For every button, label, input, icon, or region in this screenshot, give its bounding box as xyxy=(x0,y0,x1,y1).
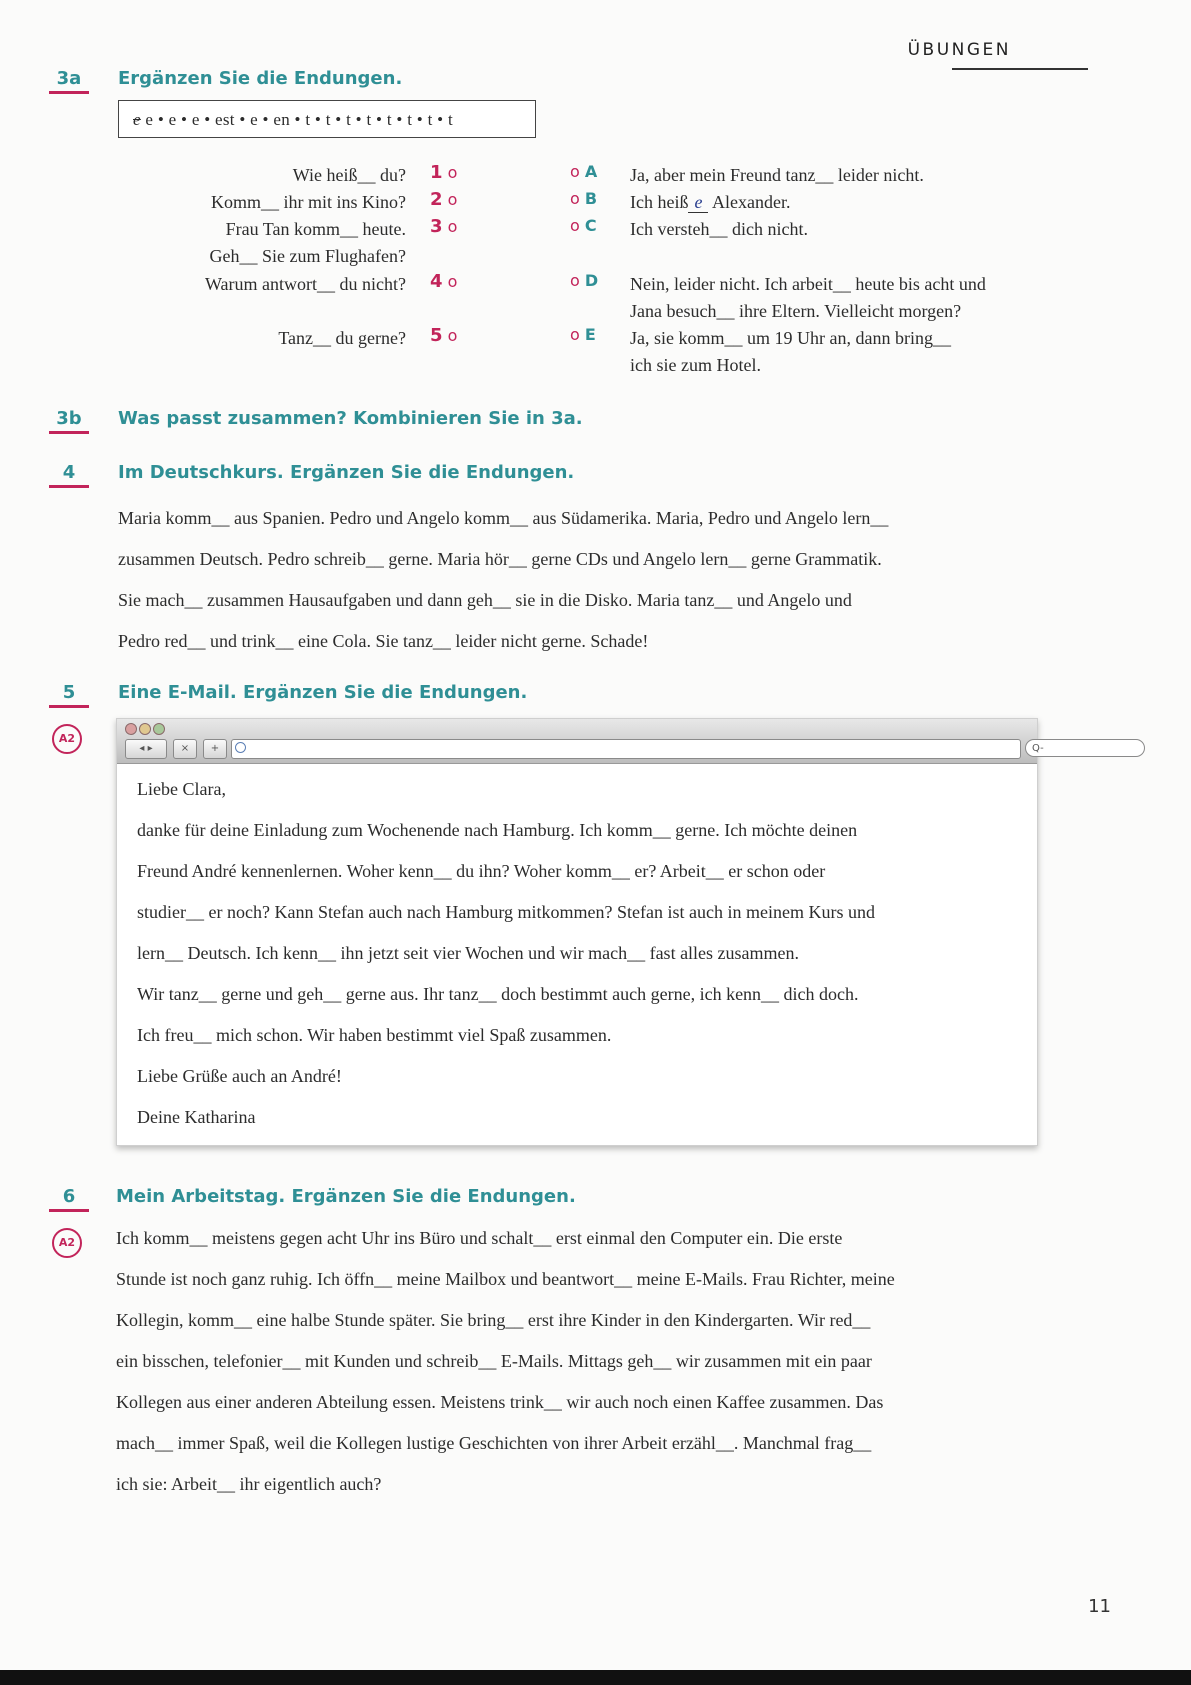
answer-circle-icon: o xyxy=(570,271,580,290)
question-marker-2[interactable] xyxy=(430,189,457,210)
exercise-number-5 xyxy=(34,682,104,708)
text-line: Pedro red__ und trink__ eine Cola. Sie tanz__ leider nicht gerne. Schade! xyxy=(118,631,649,651)
question-number: 1 xyxy=(430,162,443,183)
endings-list: e • e • e • est • e • en • t • t • t • t • t • t • t • t xyxy=(145,110,453,129)
endings-box xyxy=(118,100,536,138)
question-marker-4[interactable] xyxy=(430,271,457,292)
exercise-number-text: 5 xyxy=(62,682,76,703)
email-line: Wir tanz__ gerne und geh__ gerne aus. Ihr tanz__ doch bestimmt auch gerne, ich kenn__ dich doch. xyxy=(137,984,859,1004)
email-line: Ich freu__ mich schon. Wir haben bestimmt viel Spaß zusammen. xyxy=(137,1025,612,1045)
answer-circle-icon: o xyxy=(570,325,580,344)
answer-b-before: Ich heiß xyxy=(630,192,689,212)
email-line: Liebe Grüße auch an André! xyxy=(137,1066,342,1086)
answer-circle-icon: o xyxy=(447,163,458,182)
answer-circle-icon: o xyxy=(570,189,580,208)
email-line: Freund André kennenlernen. Woher kenn__ du ihn? Woher komm__ er? Arbeit__ er schon oder xyxy=(137,861,826,881)
question-5: Tanz__ du gerne? xyxy=(278,328,406,348)
answer-letter: D xyxy=(584,271,599,290)
question-2: Komm__ ihr mit ins Kino? xyxy=(211,192,406,212)
question-marker-5[interactable] xyxy=(430,325,457,346)
question-number: 3 xyxy=(430,216,443,237)
email-text xyxy=(137,769,1017,1138)
exercise-title-5: Eine E-Mail. Ergänzen Sie die Endungen. xyxy=(118,682,528,703)
question-number: 4 xyxy=(430,271,443,292)
answer-circle-icon: o xyxy=(570,162,580,181)
section-label: ÜBUNGEN xyxy=(907,40,1011,60)
question-3b: Geh__ Sie zum Flughafen? xyxy=(209,246,406,266)
answer-marker-c[interactable] xyxy=(570,216,597,235)
text-line: zusammen Deutsch. Pedro schreib__ gerne. Maria hör__ gerne CDs und Angelo lern__ gerne Grammatik. xyxy=(118,549,882,569)
exercise-4-text xyxy=(118,498,1038,662)
text-line: ich sie: Arbeit__ ihr eigentlich auch? xyxy=(116,1474,382,1494)
email-line: Deine Katharina xyxy=(137,1107,256,1127)
exercise-number-text: 3a xyxy=(56,68,82,89)
endings-crossed: e xyxy=(133,110,141,129)
text-line: mach__ immer Spaß, weil die Kollegen lustige Geschichten von ihrer Arbeit erzähl__. Manchmal frag__ xyxy=(116,1433,872,1453)
answer-b-filled: e xyxy=(688,192,708,213)
text-line: Kollegin, komm__ eine halbe Stunde später. Sie bring__ erst ihre Kinder in den Kindergarten. Wir red__ xyxy=(116,1310,871,1330)
search-field[interactable]: Q- xyxy=(1025,739,1145,757)
exercise-number-rule xyxy=(49,431,89,434)
scan-edge xyxy=(0,1670,1191,1685)
browser-toolbar xyxy=(117,719,1044,764)
exercise-number-text: 3b xyxy=(56,408,82,429)
exercise-title-3b: Was passt zusammen? Kombinieren Sie in 3a. xyxy=(118,408,583,429)
answer-marker-b[interactable] xyxy=(570,189,597,208)
exercise-number-rule xyxy=(49,91,89,94)
answer-circle-icon: o xyxy=(447,190,458,209)
level-badge-a2: A2 xyxy=(52,724,82,754)
text-line: Kollegen aus einer anderen Abteilung essen. Meistens trink__ wir auch noch einen Kaffee zusammen. Das xyxy=(116,1392,884,1412)
answer-circle-icon: o xyxy=(447,272,458,291)
exercise-number-text: 4 xyxy=(62,462,76,483)
answer-circle-icon: o xyxy=(570,216,580,235)
window-close-icon[interactable] xyxy=(125,723,137,735)
exercise-number-rule xyxy=(49,705,89,708)
text-line: Stunde ist noch ganz ruhig. Ich öffn__ meine Mailbox und beantwort__ meine E-Mails. Frau Richter, meine xyxy=(116,1269,895,1289)
level-badge-a2: A2 xyxy=(52,1228,82,1258)
text-line: ein bisschen, telefonier__ mit Kunden und schreib__ E-Mails. Mittags geh__ wir zusammen mit ein paar xyxy=(116,1351,872,1371)
stop-button[interactable]: × xyxy=(173,739,197,759)
exercise-number-4 xyxy=(34,462,104,488)
window-zoom-icon[interactable] xyxy=(153,723,165,735)
address-bar[interactable] xyxy=(231,739,1021,759)
exercise-6-text xyxy=(116,1218,1036,1505)
question-4: Warum antwort__ du nicht? xyxy=(205,274,406,294)
new-tab-button[interactable]: + xyxy=(203,739,227,759)
email-browser-window xyxy=(116,718,1044,1146)
page-number: 11 xyxy=(1088,1596,1111,1617)
exercise-title-3a: Ergänzen Sie die Endungen. xyxy=(118,68,403,89)
question-number: 2 xyxy=(430,189,443,210)
back-forward-button[interactable]: ◂ ▸ xyxy=(125,739,167,759)
answer-letter: C xyxy=(584,216,597,235)
email-line: danke für deine Einladung zum Wochenende nach Hamburg. Ich komm__ gerne. Ich möchte deinen xyxy=(137,820,858,840)
exercise-number-6 xyxy=(34,1186,104,1212)
exercise-title-6: Mein Arbeitstag. Ergänzen Sie die Endungen. xyxy=(116,1186,576,1207)
question-number: 5 xyxy=(430,325,443,346)
text-line: Ich komm__ meistens gegen acht Uhr ins Büro und schalt__ erst einmal den Computer ein. Die erste xyxy=(116,1228,843,1248)
answer-marker-e[interactable] xyxy=(570,325,596,344)
header-rule xyxy=(952,68,1088,70)
answer-letter: B xyxy=(584,189,598,208)
exercise-number-text: 6 xyxy=(62,1186,76,1207)
answer-e-line1: Ja, sie komm__ um 19 Uhr an, dann bring__ xyxy=(630,328,951,348)
question-1: Wie heiß__ du? xyxy=(292,165,406,185)
answer-b-text xyxy=(630,189,790,216)
email-line: Liebe Clara, xyxy=(137,779,226,799)
exercise-number-3b xyxy=(34,408,104,434)
window-minimize-icon[interactable] xyxy=(139,723,151,735)
text-line: Maria komm__ aus Spanien. Pedro und Angelo komm__ aus Südamerika. Maria, Pedro und Angelo lern__ xyxy=(118,508,889,528)
text-line: Sie mach__ zusammen Hausaufgaben und dann geh__ sie in die Disko. Maria tanz__ und Angelo und xyxy=(118,590,852,610)
exercise-number-rule xyxy=(49,1209,89,1212)
question-marker-1[interactable] xyxy=(430,162,457,183)
answer-b-after: Alexander. xyxy=(712,192,791,212)
answer-marker-a[interactable] xyxy=(570,162,597,181)
answer-circle-icon: o xyxy=(447,217,458,236)
answer-marker-d[interactable] xyxy=(570,271,598,290)
answer-e-line2: ich sie zum Hotel. xyxy=(630,355,761,375)
answer-circle-icon: o xyxy=(447,326,458,345)
email-line: lern__ Deutsch. Ich kenn__ ihn jetzt seit vier Wochen und wir mach__ fast alles zusammen. xyxy=(137,943,800,963)
exercise-number-rule xyxy=(49,485,89,488)
answer-d-line2: Jana besuch__ ihre Eltern. Vielleicht morgen? xyxy=(630,301,962,321)
question-marker-3[interactable] xyxy=(430,216,457,237)
answer-letter: A xyxy=(584,162,598,181)
email-line: studier__ er noch? Kann Stefan auch nach Hamburg mitkommen? Stefan ist auch in meinem Kurs und xyxy=(137,902,875,922)
answer-d-line1: Nein, leider nicht. Ich arbeit__ heute bis acht und xyxy=(630,274,986,294)
answer-c-text: Ich versteh__ dich nicht. xyxy=(630,219,808,239)
answer-letter: E xyxy=(584,325,596,344)
globe-icon xyxy=(235,742,246,753)
question-3: Frau Tan komm__ heute. xyxy=(225,219,406,239)
answer-a-text: Ja, aber mein Freund tanz__ leider nicht. xyxy=(630,165,924,185)
exercise-title-4: Im Deutschkurs. Ergänzen Sie die Endungen. xyxy=(118,462,575,483)
exercise-number-3a xyxy=(34,68,104,94)
